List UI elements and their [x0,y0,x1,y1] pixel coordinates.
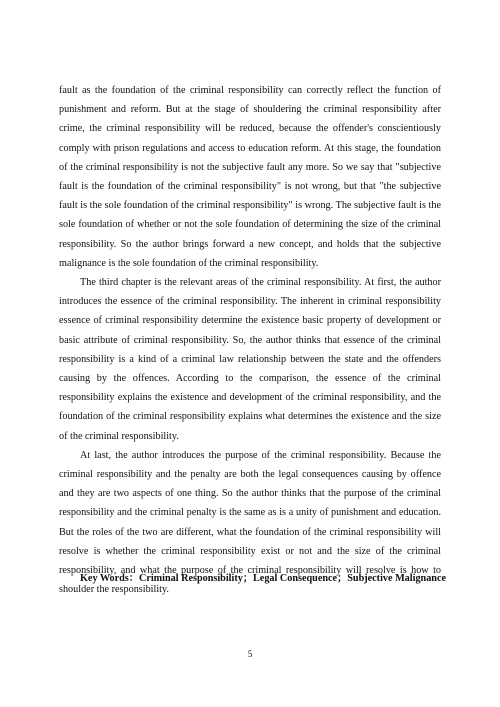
paragraph-2: The third chapter is the relevant areas of the criminal responsibility. At first, the author introduces the essence of the criminal responsibility. The inherent in criminal responsibility essence of criminal responsibility determine the existence basic property of development or basic attribute of criminal responsibility. So, the author thinks that essence of the criminal responsibility is a kind of a criminal law relationship between the state and the offenders causing by the offences. According to the comparison, the essence of the criminal responsibility explains the existence and development of the criminal responsibility, and the foundation of the criminal responsibility explains what determines the existence and the size of the criminal responsibility. [59,277,441,442]
key-words: Key Words：Criminal Responsibility；Legal Consequence；Subjective Malignance [80,573,447,584]
paragraph-3: At last, the author introduces the purpose of the criminal responsibility. Because the criminal responsibility and the penalty are both the legal consequences causing by offence and they are two aspects of one thing. So the author thinks that the purpose of the criminal responsibility and the criminal penalty is the same as is a unity of punishment and education. But the roles of the two are different, what the foundation of the criminal responsibility will resolve is whether the criminal responsibility exist or not and the size of the criminal responsibility, and what the purpose of the criminal responsibility will resolve is how to shoulder the responsibility. [59,449,441,596]
paragraph-1: fault as the foundation of the criminal responsibility can correctly reflect the function of punishment and reform. But at the stage of shouldering the criminal responsibility after crime, the criminal responsibility will be reduced, because the offender's conscientiously comply with prison regulations and access to education reform. At this stage, the foundation of the criminal responsibility is not the subjective fault any more. So we say that "subjective fault is the foundation of the criminal responsibility" is not wrong, but that "the subjective fault is the sole foundation of the criminal responsibility" is wrong. The subjective fault is the sole foundation of whether or not the sole foundation of determining the size of the criminal responsibility. So the author brings forward a new concept, and holds that the subjective malignance is the sole foundation of the criminal responsibility. [59,85,441,269]
abstract-body [59,81,447,599]
page-number: 5 [247,649,253,659]
